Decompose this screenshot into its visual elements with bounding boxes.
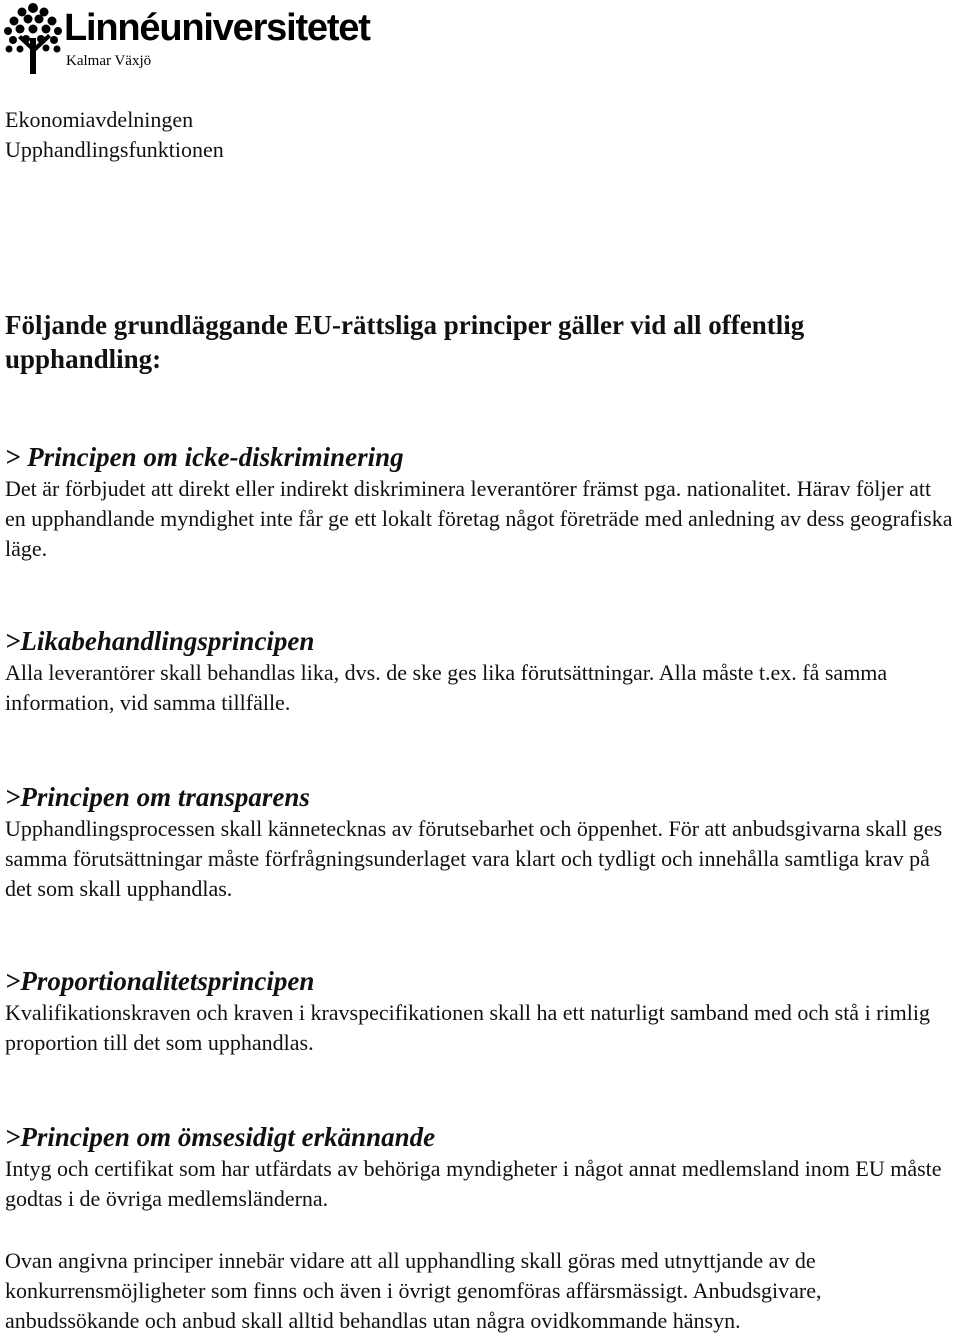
department-line-1: Ekonomiavdelningen bbox=[5, 107, 194, 132]
closing-paragraph: Ovan angivna principer innebär vidare att all upphandling skall göras med utnyttjande av de konkurrensmöjligheter som finns och även i övrigt genomföras affärsmässigt. Anbudsgivare, anbudssökande och anbud skall alltid behandlas utan några ovidkommande hänsyn. bbox=[5, 1248, 822, 1333]
section-mutual-recognition bbox=[5, 1120, 955, 1214]
section-equal-treatment bbox=[5, 624, 955, 718]
section-text: Upphandlingsprocessen skall kännetecknas av förutsebarhet och öppenhet. För att anbudsgivarna skall ges samma förutsättningar måste förfrågningsunderlaget vara klart och tydligt och innehålla samtliga krav på det som skall upphandlas. bbox=[5, 816, 943, 901]
department-line-2: Upphandlingsfunktionen bbox=[5, 137, 224, 162]
tree-logo-icon bbox=[4, 2, 62, 74]
section-heading: >Likabehandlingsprincipen bbox=[5, 626, 315, 656]
main-heading: Följande grundläggande EU-rättsliga principer gäller vid all offentlig upphandling: bbox=[5, 310, 805, 374]
university-logo bbox=[4, 0, 424, 80]
department-block bbox=[5, 105, 224, 165]
section-heading: >Principen om transparens bbox=[5, 782, 310, 812]
section-text: Intyg och certifikat som har utfärdats av behöriga myndigheter i något annat medlemsland inom EU måste godtas i de övriga medlemsländerna. bbox=[5, 1156, 942, 1211]
section-heading: >Proportionalitetsprincipen bbox=[5, 966, 315, 996]
logo-wordmark: Linnéuniversitetet bbox=[64, 7, 370, 49]
section-proportionality bbox=[5, 964, 955, 1058]
section-text: Kvalifikationskraven och kraven i kravspecifikationen skall ha ett naturligt samband med och stå i rimlig proportion till det som upphandlas. bbox=[5, 1000, 930, 1055]
section-text: Det är förbjudet att direkt eller indirekt diskriminera leverantörer främst pga. nationalitet. Härav följer att en upphandlande myndighet inte får ge ett lokalt företag något företräde med anledning av dess geografiska läge. bbox=[5, 476, 953, 561]
section-heading: >Principen om ömsesidigt erkännande bbox=[5, 1122, 436, 1152]
section-heading: > Principen om icke-diskriminering bbox=[5, 442, 404, 472]
logo-subtitle: Kalmar Växjö bbox=[66, 53, 152, 69]
section-non-discrimination bbox=[5, 440, 955, 564]
section-text: Alla leverantörer skall behandlas lika, dvs. de ske ges lika förutsättningar. Alla måste t.ex. få samma information, vid samma tillfälle. bbox=[5, 660, 888, 715]
section-transparency bbox=[5, 780, 955, 904]
